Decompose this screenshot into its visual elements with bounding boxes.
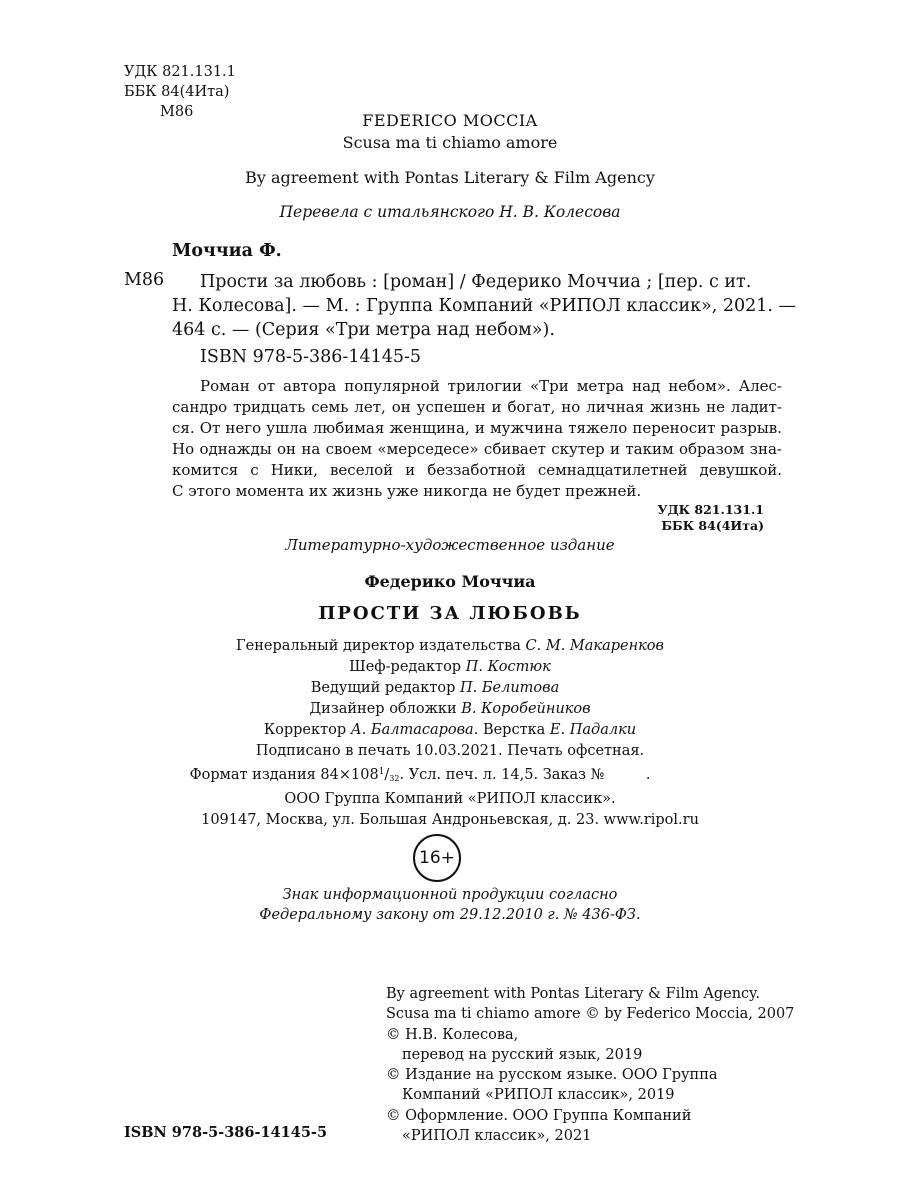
print-info [0, 741, 900, 831]
credit-role: Корректор [263, 722, 347, 738]
annotation-line: Но однажды он на своем «мерседесе» сбивает скутер и таким образом зна- [172, 440, 782, 458]
address-line: 109147, Москва, ул. Большая Андроньевская, д. 23. www.ripol.ru [201, 812, 699, 828]
credit-name: А. Балтасарова [350, 722, 474, 738]
record-line-3: 464 с. — (Серия «Три метра над небом»). [172, 320, 555, 340]
imprint-author: Федерико Моччиа [364, 572, 536, 591]
credit-proof-layout: Корректор А. Балтасарова. Верстка Е. Падалки [263, 722, 637, 738]
credit-name: П. Костюк [465, 659, 551, 675]
record-line-2: Н. Колесова]. — М. : Группа Компаний «РИПОЛ классик», 2021. — [172, 296, 797, 316]
annotation-line: сандро тридцать семь лет, он успешен и богат, но личная жизнь не ладит- [172, 398, 782, 416]
annotation-line: ся. От него ушла любимая женщина, и мужчина тяжело переносит разрыв. [172, 419, 782, 437]
format-end: . [645, 767, 651, 783]
annotation-line: комится с Ники, веселой и беззаботной семнадцатилетней девушкой. [172, 461, 782, 479]
author-mark: М86 [160, 104, 194, 120]
annotation-line: Роман от автора популярной трилогии «Три метра над небом». Алес- [200, 377, 782, 395]
credit-name: С. М. Макаренков [525, 638, 664, 654]
record-line-1: Прости за любовь : [роман] / Федерико Моччиа ; [пер. с ит. [200, 272, 752, 292]
format-suffix: . Усл. печ. л. 14,5. Заказ № [399, 767, 605, 783]
annotation-udk: УДК 821.131.1 [657, 502, 764, 517]
record-heading: Моччиа Ф. [172, 241, 282, 261]
copyright-line: перевод на русский язык, 2019 [402, 1046, 643, 1063]
format-denominator: 32 [389, 774, 400, 783]
information-sign [0, 885, 900, 925]
annotation-line: С этого момента их жизнь уже никогда не будет прежней. [172, 482, 642, 500]
sign-line-2: Федеральному закону от 29.12.2010 г. № 436-ФЗ. [259, 907, 641, 923]
credit-chief-editor [0, 657, 900, 678]
publisher-line: ООО Группа Компаний «РИПОЛ классик». [284, 791, 616, 807]
annotation [172, 376, 782, 502]
credit-role: Генеральный директор издательства [236, 638, 521, 654]
credit-role: Шеф-редактор [349, 659, 462, 675]
copyright-line: By agreement with Pontas Literary & Film Agency. [386, 986, 761, 1002]
signed-line: Подписано в печать 10.03.2021. Печать офсетная. [255, 743, 645, 759]
credit-role: Дизайнер обложки [309, 701, 457, 717]
credit-role: Ведущий редактор [310, 680, 456, 696]
annotation-bbk: ББК 84(4Ита) [661, 518, 764, 533]
record-isbn: ISBN 978-5-386-14145-5 [200, 347, 422, 367]
copyright-line: Компаний «РИПОЛ классик», 2019 [402, 1087, 675, 1104]
format-prefix: Формат издания 84×108 [189, 767, 379, 783]
credit-role: Верстка [482, 722, 546, 738]
annotation-classification [560, 502, 764, 534]
age-rating-badge: 16+ [413, 834, 461, 882]
udk-code: УДК 821.131.1 [124, 64, 236, 80]
copyright-line: © Н.В. Колесова, [386, 1026, 519, 1043]
original-author: FEDERICO MOCCIA [362, 111, 538, 130]
bbk-code: ББК 84(4Ита) [124, 84, 230, 100]
credit-lead-editor [0, 678, 900, 699]
original-title: Scusa ma ti chiamo amore [342, 133, 558, 152]
record-description [172, 270, 797, 342]
record-mark: М86 [124, 270, 165, 290]
credits [0, 636, 900, 741]
copyright-line: Scusa ma ti chiamo amore © by Federico Moccia, 2007 [386, 1006, 795, 1023]
format-line: Формат издания $84\times 108^1/32$. Усл. печ. л. 14,5. Заказ № . [189, 767, 651, 783]
credit-director [0, 636, 900, 657]
format-numerator: 1 [378, 767, 385, 777]
translator-line: Перевела с итальянского Н. В. Колесова [279, 203, 621, 221]
copyright-block [386, 984, 794, 1146]
copyright-line: © Издание на русском языке. ООО Группа [386, 1067, 718, 1084]
edition-type: Литературно-художественное издание [285, 536, 615, 554]
copyright-line: «РИПОЛ классик», 2021 [402, 1128, 592, 1145]
agreement-line: By agreement with Pontas Literary & Film Agency [245, 168, 655, 187]
copyright-line: © Оформление. ООО Группа Компаний [386, 1107, 692, 1124]
sign-line-1: Знак информационной продукции согласно [282, 887, 618, 903]
credit-name: В. Коробейников [461, 701, 591, 717]
credit-name: П. Белитова [460, 680, 560, 696]
imprint-title: ПРОСТИ ЗА ЛЮБОВЬ [318, 603, 582, 624]
credit-cover-designer [0, 699, 900, 720]
footer-isbn: ISBN 978-5-386-14145-5 [124, 1124, 328, 1141]
credit-name: Е. Падалки [549, 722, 637, 738]
